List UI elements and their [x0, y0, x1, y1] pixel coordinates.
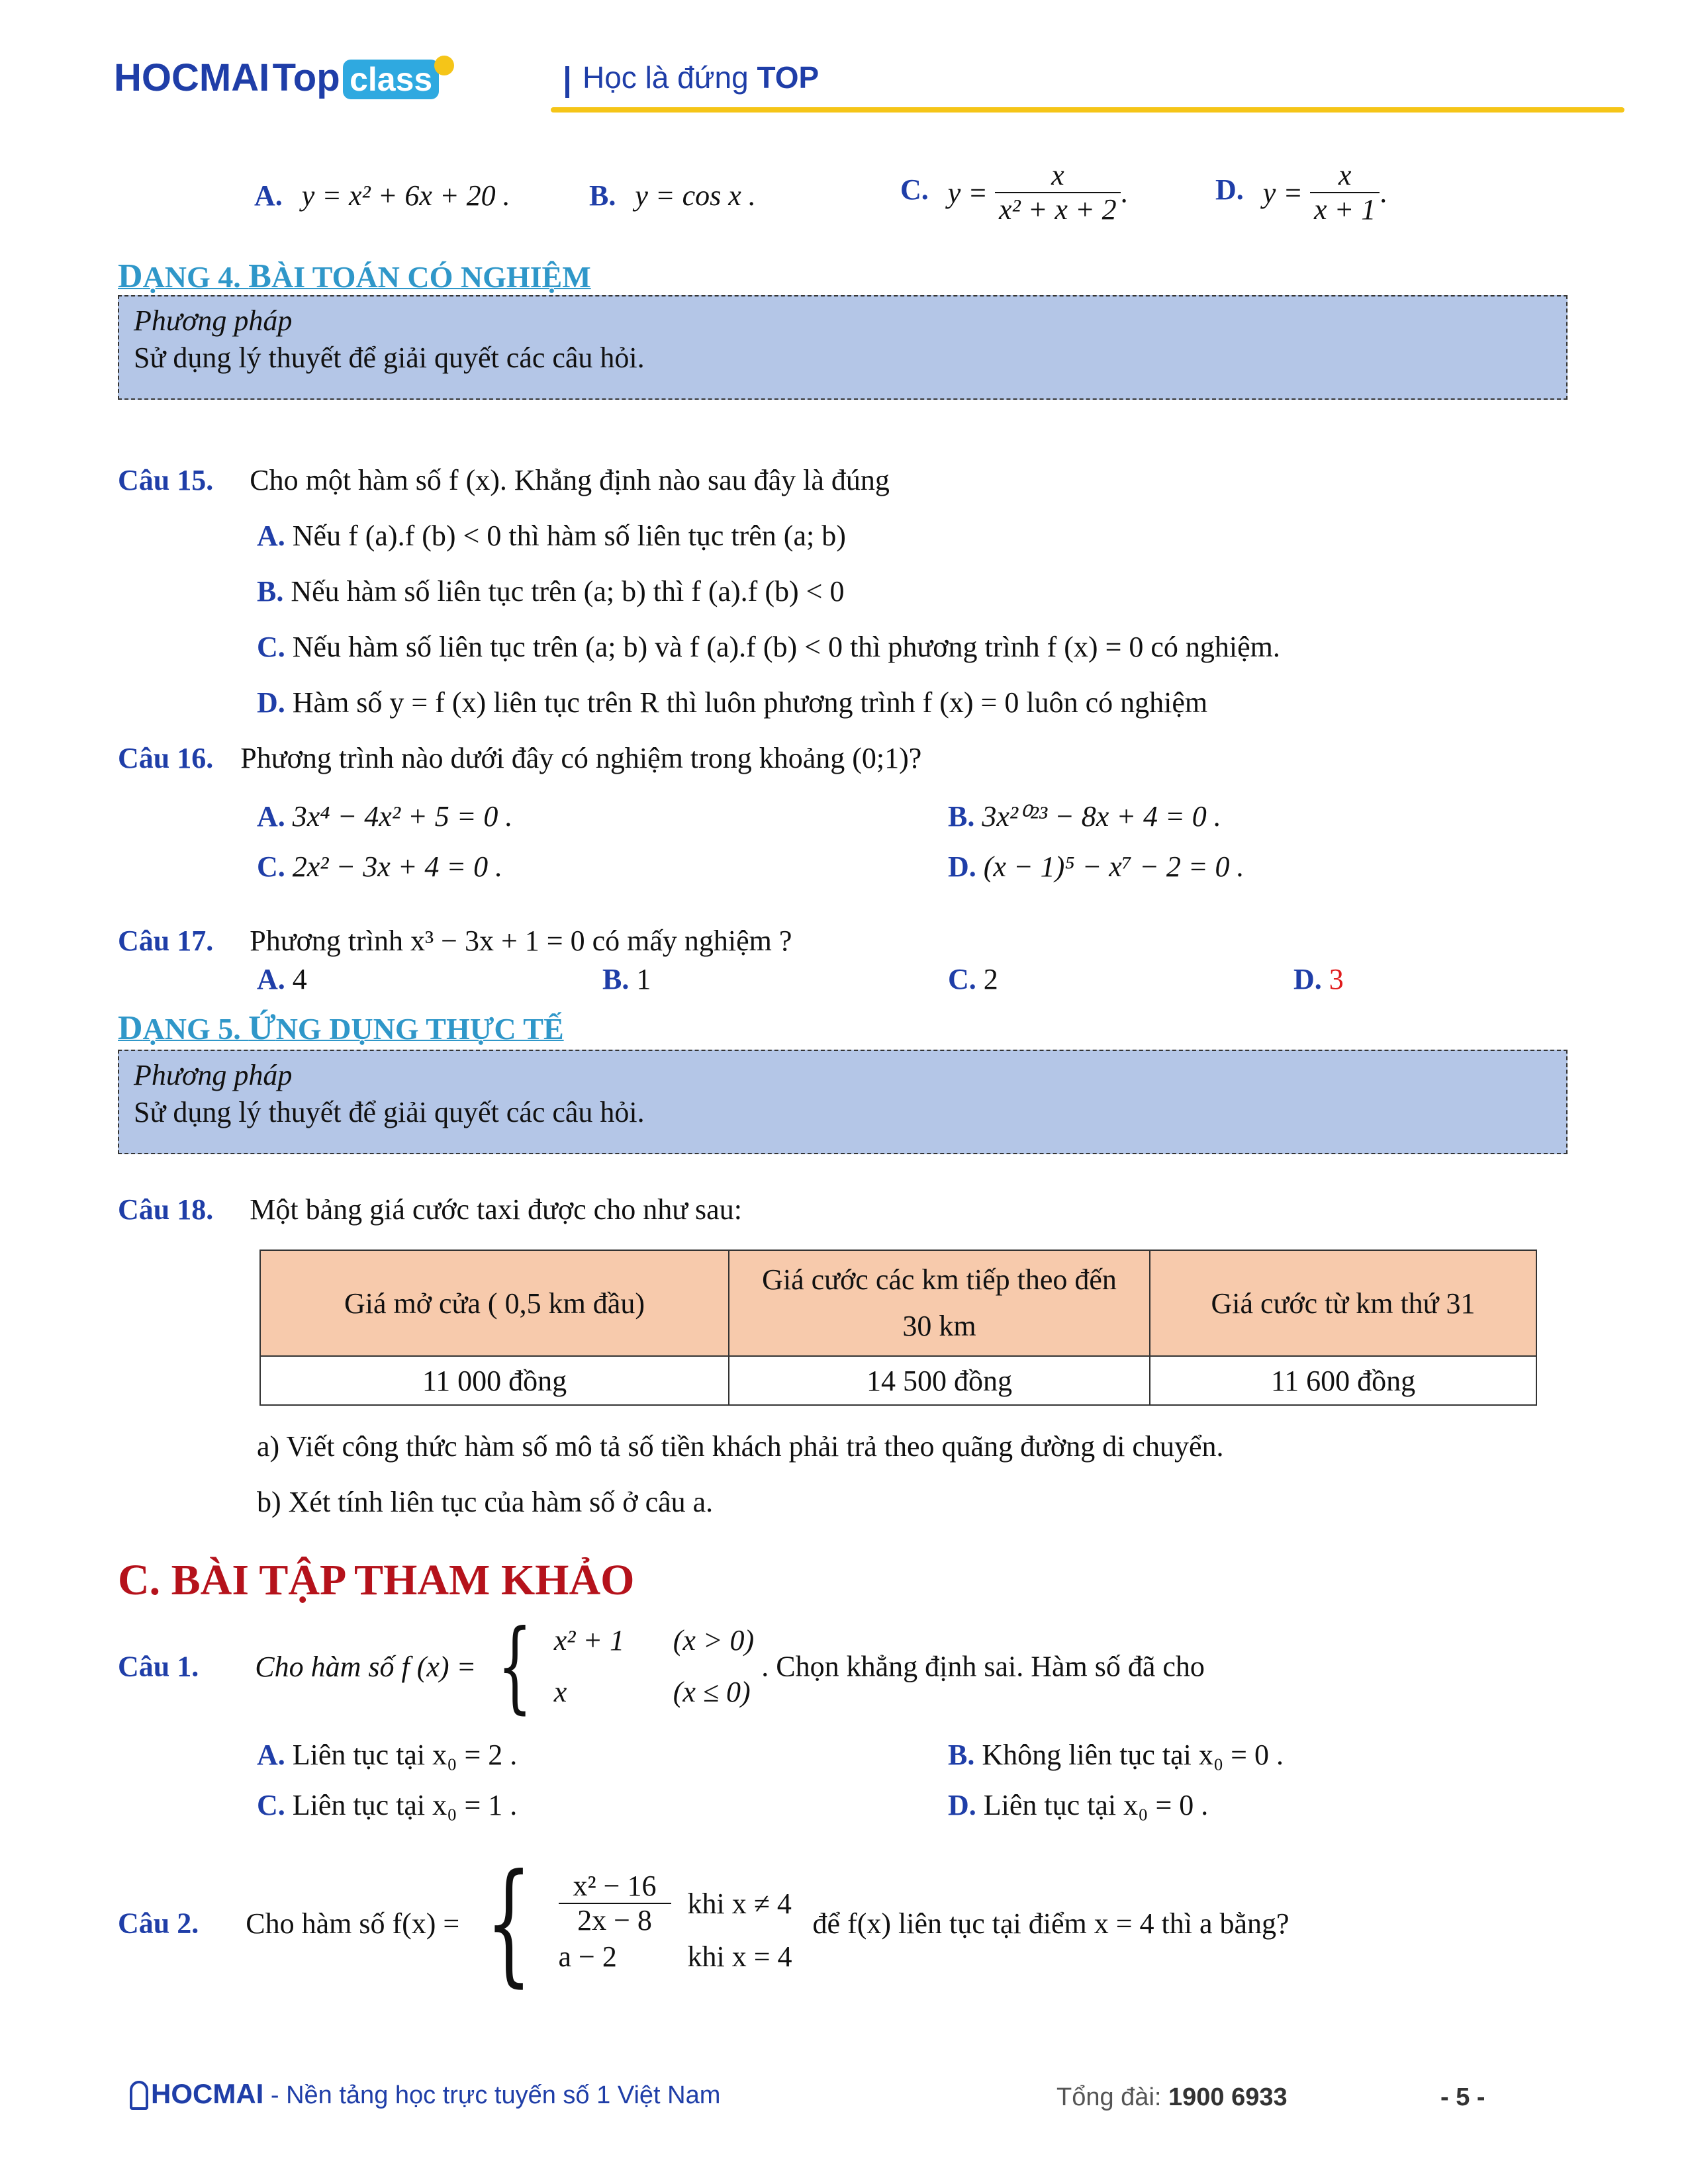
footer-hotline: Tổng đài: 1900 6933	[1056, 2083, 1288, 2111]
table-cell: 11 600 đồng	[1150, 1356, 1536, 1405]
logo-sun-icon	[434, 56, 454, 75]
dang4-heading: DẠNG 4. BÀI TOÁN CÓ NGHIỆM	[118, 257, 591, 295]
piecewise: x² + 1 (x > 0) x (x ≤ 0)	[553, 1624, 755, 1708]
q16-option-a: A. 3x⁴ − 4x² + 5 = 0 .	[257, 800, 513, 833]
slogan-prefix: Học là đứng	[583, 60, 757, 95]
q17-option-b: B. 1	[602, 963, 651, 995]
piecewise: $\frac{\text{x² − 16}}{2x - 8}$ khi x ≠ 4 a − 2 khi x = 4	[558, 1870, 792, 1973]
method-title: Phương pháp	[134, 1059, 293, 1091]
question-label: Câu 1.	[118, 1650, 199, 1683]
q17-option-a: A. 4	[257, 963, 307, 995]
q14-option-c: C. y = $\frac{x}{\text{x² + x + 2}}$ .	[900, 159, 1128, 226]
q14-option-b: B. y = cos x .	[589, 179, 756, 212]
question-label: Câu 15.	[118, 464, 214, 496]
question-label: Câu 16.	[118, 742, 214, 774]
question-label: Câu 2.	[118, 1907, 199, 1940]
dang5-method-box	[118, 1050, 1568, 1154]
slogan	[583, 60, 819, 95]
c2-stem: Câu 2. Cho hàm số f(x) = { $\frac{\text{x² − 16}}{2x - 8}$ khi x ≠ 4 a − 2 khi x = 4 để f(x) liên tục tại điểm x = 4 thì a bằng?	[118, 1846, 1289, 2000]
hocmai-logo-icon	[130, 2081, 148, 2110]
fraction: $\frac{x}{x + 1}$	[1310, 159, 1380, 226]
c1-option-b: B. Không liên tục tại x₀ = 0 .	[948, 1739, 1284, 1771]
c1-stem: Câu 1. Cho hàm số f (x) = { x² + 1 (x > 0) x (x ≤ 0) . Chọn khẳng định sai. Hàm số đã cho	[118, 1609, 1205, 1724]
table-row	[260, 1356, 1536, 1405]
q18-stem	[118, 1193, 742, 1226]
q15-option-c: C. Nếu hàm số liên tục trên (a; b) và f (a).f (b) < 0 thì phương trình f (x) = 0 có nghiệm.	[257, 631, 1280, 663]
q18-part-a: a) Viết công thức hàm số mô tả số tiền khách phải trả theo quãng đường di chuyển.	[257, 1430, 1224, 1463]
q18-part-b: b) Xét tính liên tục của hàm số ở câu a.	[257, 1486, 714, 1518]
table-header-cell: Giá cước từ km thứ 31	[1150, 1250, 1536, 1356]
question-text: Một bảng giá cước taxi được cho như sau:	[250, 1193, 742, 1226]
header-separator	[565, 66, 569, 98]
math: y = cos x .	[635, 179, 756, 212]
question-text: Cho một hàm số f (x). Khẳng định nào sau đây là đúng	[250, 464, 890, 496]
question-text: Phương trình x³ − 3x + 1 = 0 có mấy nghiệm ?	[250, 925, 792, 957]
table-header-row	[260, 1250, 1536, 1356]
footer	[130, 2078, 1513, 2124]
question-label: Câu 18.	[118, 1193, 214, 1226]
q17-option-d: D. 3	[1293, 963, 1344, 995]
footer-brand: HOCMAI	[151, 2078, 264, 2109]
q17-stem	[118, 924, 792, 958]
brace: {	[485, 1846, 532, 2000]
q14-option-a: A. y = x² + 6x + 20 .	[254, 179, 510, 212]
header-line	[551, 107, 1624, 113]
section-c-title: C. BÀI TẬP THAM KHẢO	[118, 1556, 635, 1604]
q16-option-b: B. 3x²⁰²³ − 8x + 4 = 0 .	[948, 800, 1221, 833]
dang5-heading: DẠNG 5. ỨNG DỤNG THỰC TẾ	[118, 1009, 564, 1047]
fraction: $\frac{x}{\text{x² + x + 2}}$	[995, 159, 1121, 226]
method-title: Phương pháp	[134, 304, 293, 337]
fraction: $\frac{\text{x² − 16}}{2x - 8}$	[559, 1870, 671, 1937]
logo-top: Top	[272, 56, 340, 99]
taxi-fare-table	[259, 1250, 1537, 1406]
q15-option-b: B. Nếu hàm số liên tục trên (a; b) thì f (a).f (b) < 0	[257, 575, 845, 608]
question-label: Câu 17.	[118, 925, 214, 957]
dang4-method-box	[118, 295, 1568, 400]
q15-option-a: A. Nếu f (a).f (b) < 0 thì hàm số liên tục trên (a; b)	[257, 520, 846, 552]
table-header-cell: Giá mở cửa ( 0,5 km đầu)	[260, 1250, 729, 1356]
table-cell: 11 000 đồng	[260, 1356, 729, 1405]
math: y = x² + 6x + 20 .	[301, 179, 510, 212]
c1-option-c: C. Liên tục tại x₀ = 1 .	[257, 1789, 518, 1821]
question-text: Phương trình nào dưới đây có nghiệm trong khoảng (0;1)?	[240, 742, 922, 774]
hocmai-topclass-logo	[114, 56, 454, 109]
q16-option-c: C. 2x² − 3x + 4 = 0 .	[257, 850, 503, 883]
footer-tagline: - Nền tảng học trực tuyến số 1 Việt Nam	[263, 2081, 721, 2109]
c1-option-a: A. Liên tục tại x₀ = 2 .	[257, 1739, 518, 1771]
q16-option-d: D. (x − 1)⁵ − x⁷ − 2 = 0 .	[948, 850, 1244, 883]
q14-option-d: D. y = $\frac{x}{x + 1}$ .	[1215, 159, 1387, 226]
slogan-top: TOP	[757, 60, 820, 95]
table-header-cell: Giá cước các km tiếp theo đến 30 km	[729, 1250, 1150, 1356]
q15-option-d: D. Hàm số y = f (x) liên tục trên R thì luôn phương trình f (x) = 0 luôn có nghiệm	[257, 686, 1208, 719]
logo-brand: HOCMAI	[114, 56, 270, 99]
c1-option-d: D. Liên tục tại x₀ = 0 .	[948, 1789, 1209, 1821]
brace: {	[497, 1609, 533, 1724]
logo-class: class	[343, 60, 439, 99]
header	[114, 52, 1511, 118]
method-text: Sử dụng lý thuyết để giải quyết các câu hỏi.	[134, 1096, 645, 1128]
page-number: - 5 -	[1440, 2083, 1485, 2111]
q15-stem	[118, 463, 890, 497]
q16-stem	[118, 741, 921, 775]
table-cell: 14 500 đồng	[729, 1356, 1150, 1405]
q17-option-c: C. 2	[948, 963, 998, 995]
method-text: Sử dụng lý thuyết để giải quyết các câu hỏi.	[134, 341, 645, 374]
